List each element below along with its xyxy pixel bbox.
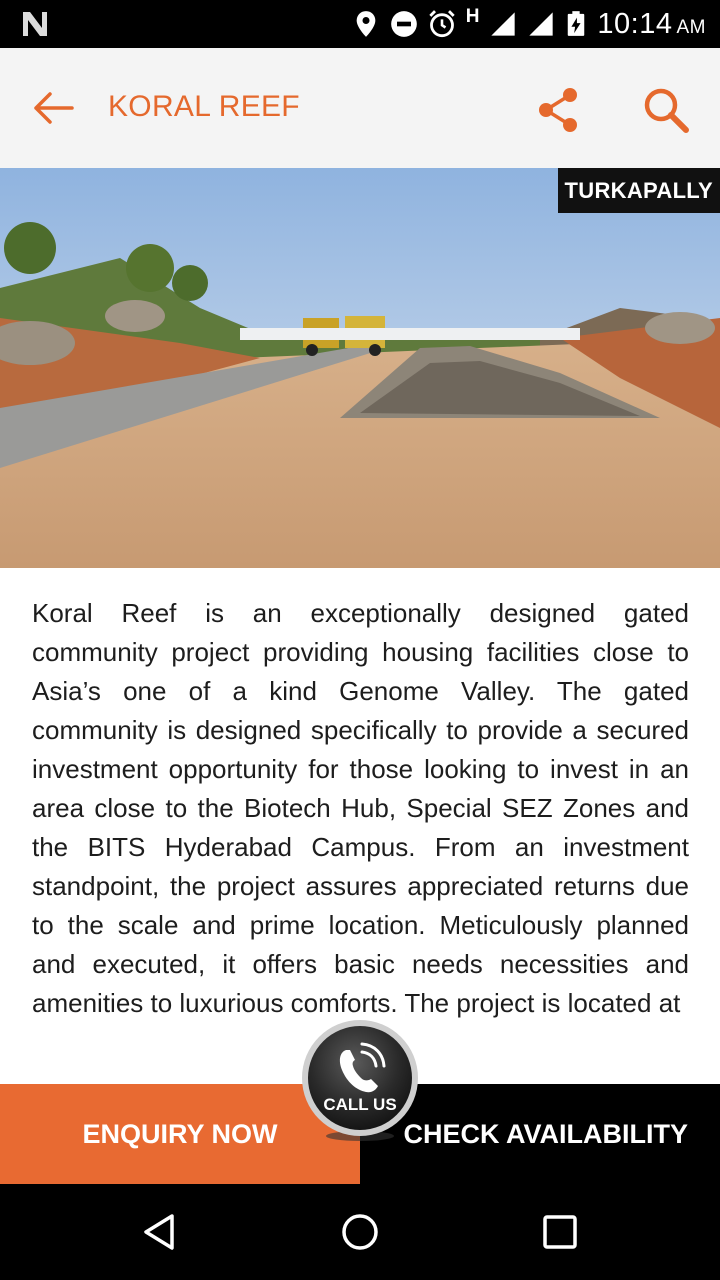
location-icon — [352, 10, 380, 38]
nav-home-icon[interactable] — [340, 1212, 380, 1252]
nav-recents-icon[interactable] — [542, 1214, 578, 1250]
app-bar — [0, 48, 720, 168]
system-nav-bar — [0, 1184, 720, 1280]
nav-back-icon[interactable] — [140, 1212, 180, 1252]
battery-charging-icon — [565, 10, 587, 38]
page-title: KORAL REEF — [108, 90, 300, 123]
project-hero-image — [0, 168, 720, 568]
notification-n-icon — [20, 10, 50, 38]
back-arrow-icon[interactable] — [28, 86, 78, 130]
project-description: Koral Reef is an exceptionally designed gated community project providing housing facilities close to Asia’s one of a kind Genome Valley. The gated community is designed specifically to provide a secured investment opportunity for those looking to invest in an area close to the Biotech Hub, Special SEZ Zones and the BITS Hyderabad Campus. From an investment standpoint, the project assures appreciated returns due to the scale and prime location. Meticulously planned and executed, it offers basic needs necessities and amenities to luxurious comforts. The project is located at — [32, 598, 689, 1018]
signal-icon — [527, 10, 555, 38]
construction-road-photo — [0, 168, 720, 568]
share-icon[interactable] — [532, 84, 584, 136]
location-badge: TURKAPALLY — [558, 168, 720, 213]
search-icon[interactable] — [640, 84, 692, 136]
alarm-icon — [428, 10, 456, 38]
call-us-label: CALL US — [323, 1095, 397, 1114]
status-bar — [0, 0, 720, 48]
call-us-button[interactable] — [300, 1018, 420, 1142]
status-time: 10:14 AM — [597, 7, 706, 40]
signal-icon — [489, 10, 517, 38]
do-not-disturb-icon — [390, 10, 418, 38]
network-type-label: H — [465, 6, 480, 27]
check-availability-button[interactable]: CHECK AVAILABILITY — [360, 1084, 720, 1184]
enquiry-now-button[interactable]: ENQUIRY NOW — [0, 1084, 360, 1184]
